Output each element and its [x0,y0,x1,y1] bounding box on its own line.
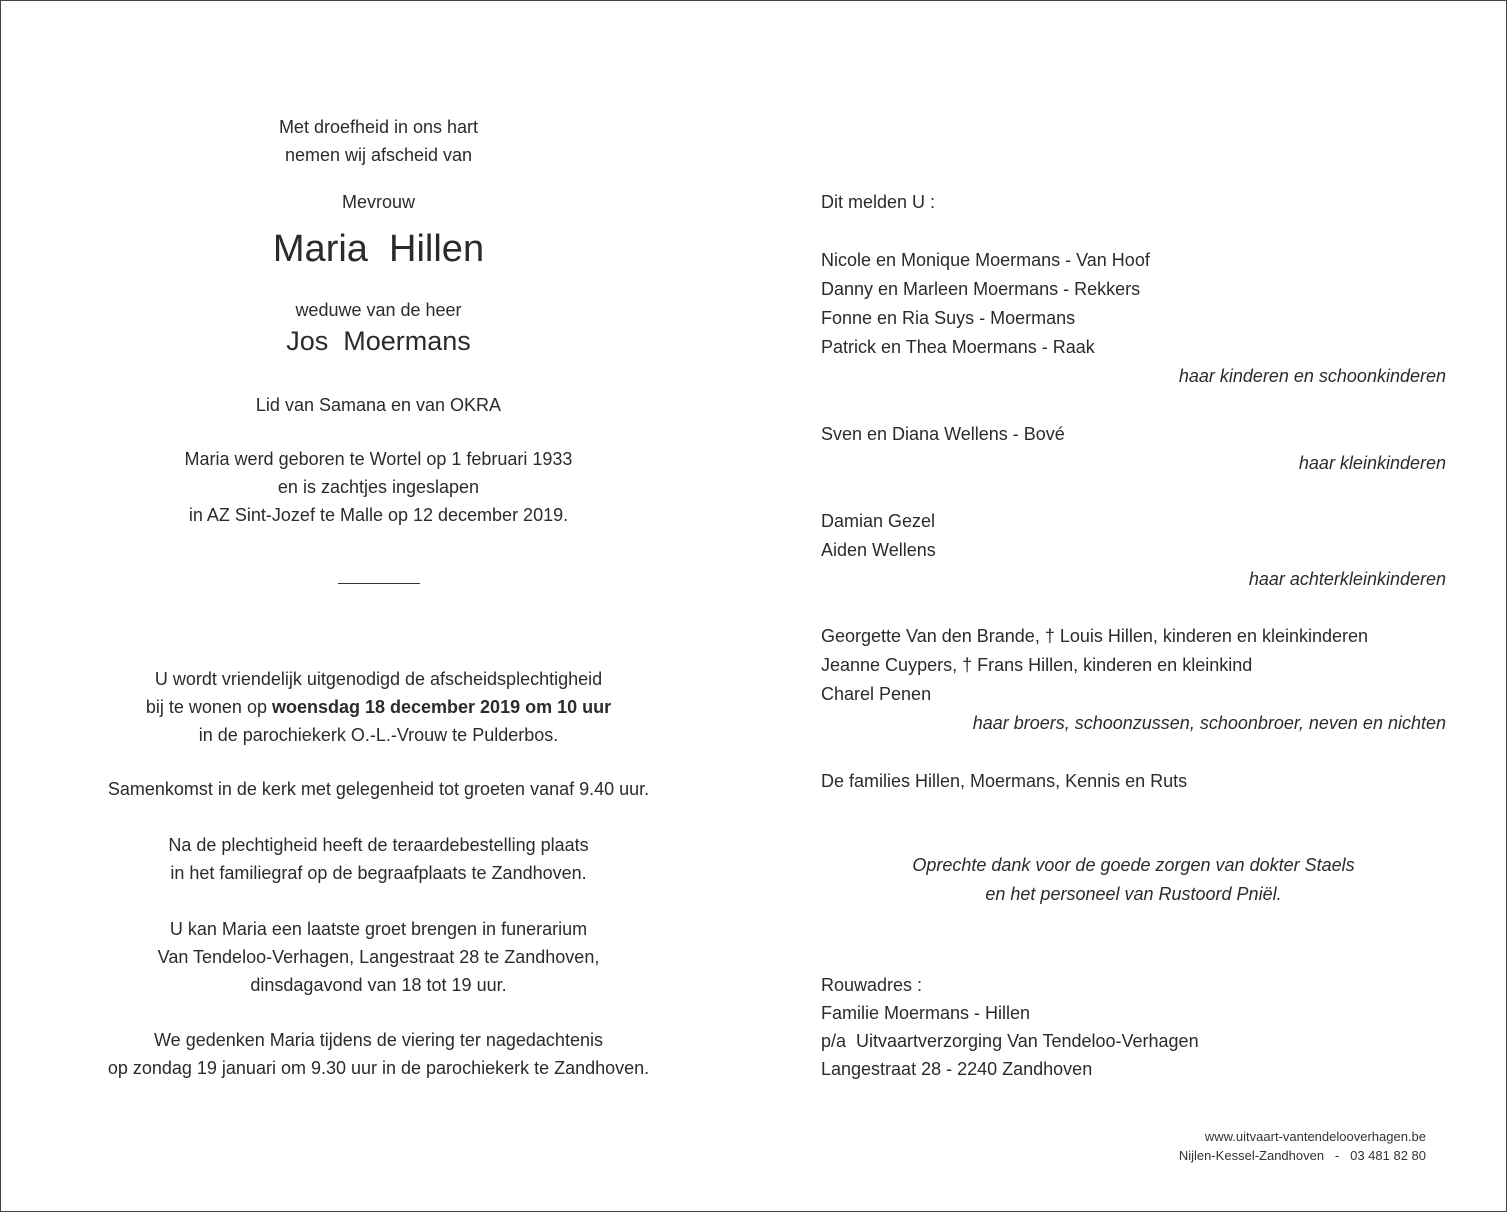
child-line-3: Fonne en Ria Suys - Moermans [821,308,1076,328]
great-grandchildren-label: haar achterkleinkinderen [1248,569,1446,589]
funeral-home-line-2: Van Tendeloo-Verhagen, Langestraat 28 te Zandhoven, [157,947,600,967]
birth-line-3: in AZ Sint-Jozef te Malle op 12 december 2019. [188,505,569,525]
great-grandchild-line-2: Aiden Wellens [821,540,936,560]
membership-text: Lid van Samana en van OKRA [255,395,502,415]
invitation-prefix: bij te wonen op [145,697,272,717]
sibling-line-2: Jeanne Cuypers, † Frans Hillen, kinderen en kleinkind [821,655,1253,675]
intro-line-2: nemen wij afscheid van [284,145,473,165]
children-label: haar kinderen en schoonkinderen [1178,366,1446,386]
ceremony-datetime: woensdag 18 december 2019 om 10 uur [271,697,612,717]
birth-line-1: Maria werd geboren te Wortel op 1 februari 1933 [184,449,573,469]
grandchild-line-1: Sven en Diana Wellens - Bové [821,424,1065,444]
address-line-1: Familie Moermans - Hillen [821,1003,1031,1023]
invitation-line-1: U wordt vriendelijk uitgenodigd de afscheidsplechtigheid [154,669,603,689]
thanks-line-1: Oprechte dank voor de goede zorgen van dokter Staels [912,855,1355,875]
address-label: Rouwadres : [821,975,923,995]
honorific: Mevrouw [341,192,416,212]
sibling-line-3: Charel Penen [821,684,932,704]
funeral-home-footer [1179,1127,1426,1165]
funeral-home-line-3: dinsdagavond van 18 tot 19 uur. [250,975,507,995]
intro-line-1: Met droefheid in ons hart [278,117,479,137]
address-line-3: Langestraat 28 - 2240 Zandhoven [821,1059,1093,1079]
memorial-line-2: op zondag 19 januari om 9.30 uur in de parochiekerk te Zandhoven. [107,1058,650,1078]
child-line-4: Patrick en Thea Moermans - Raak [821,337,1095,357]
gathering-text: Samenkomst in de kerk met gelegenheid tot groeten vanaf 9.40 uur. [107,779,650,799]
invitation-line-2 [31,693,726,721]
invitation-line-3: in de parochiekerk O.-L.-Vrouw te Pulderbos. [198,725,559,745]
grandchildren-label: haar kleinkinderen [1298,453,1446,473]
siblings-label: haar broers, schoonzussen, schoonbroer, neven en nichten [972,713,1446,733]
birth-line-2: en is zachtjes ingeslapen [277,477,480,497]
thanks-line-2: en het personeel van Rustoord Pniël. [985,884,1282,904]
widow-of-text: weduwe van de heer [295,300,462,320]
sibling-line-1: Georgette Van den Brande, † Louis Hillen, kinderen en kleinkinderen [821,626,1369,646]
families-text: De families Hillen, Moermans, Kennis en Ruts [821,771,1188,791]
child-line-2: Danny en Marleen Moermans - Rekkers [821,279,1141,299]
divider-line [338,583,420,584]
burial-line-1: Na de plechtigheid heeft de teraardebestelling plaats [168,835,589,855]
spouse-name: Jos Moermans [286,326,471,356]
memorial-line-1: We gedenken Maria tijdens de viering ter nagedachtenis [154,1030,603,1050]
great-grandchild-line-1: Damian Gezel [821,511,936,531]
address-line-2: p/a Uitvaartverzorging Van Tendeloo-Verhagen [821,1031,1199,1051]
announce-text: Dit melden U : [821,192,936,212]
burial-line-2: in het familiegraf op de begraafplaats te Zandhoven. [170,863,587,883]
website-text: www.uitvaart-vantendelooverhagen.be [1204,1129,1426,1144]
child-line-1: Nicole en Monique Moermans - Van Hoof [821,250,1150,270]
deceased-name: Maria Hillen [272,228,485,270]
funeral-home-line-1: U kan Maria een laatste groet brengen in funerarium [169,919,588,939]
contact-text: Nijlen-Kessel-Zandhoven - 03 481 82 80 [1178,1148,1426,1163]
